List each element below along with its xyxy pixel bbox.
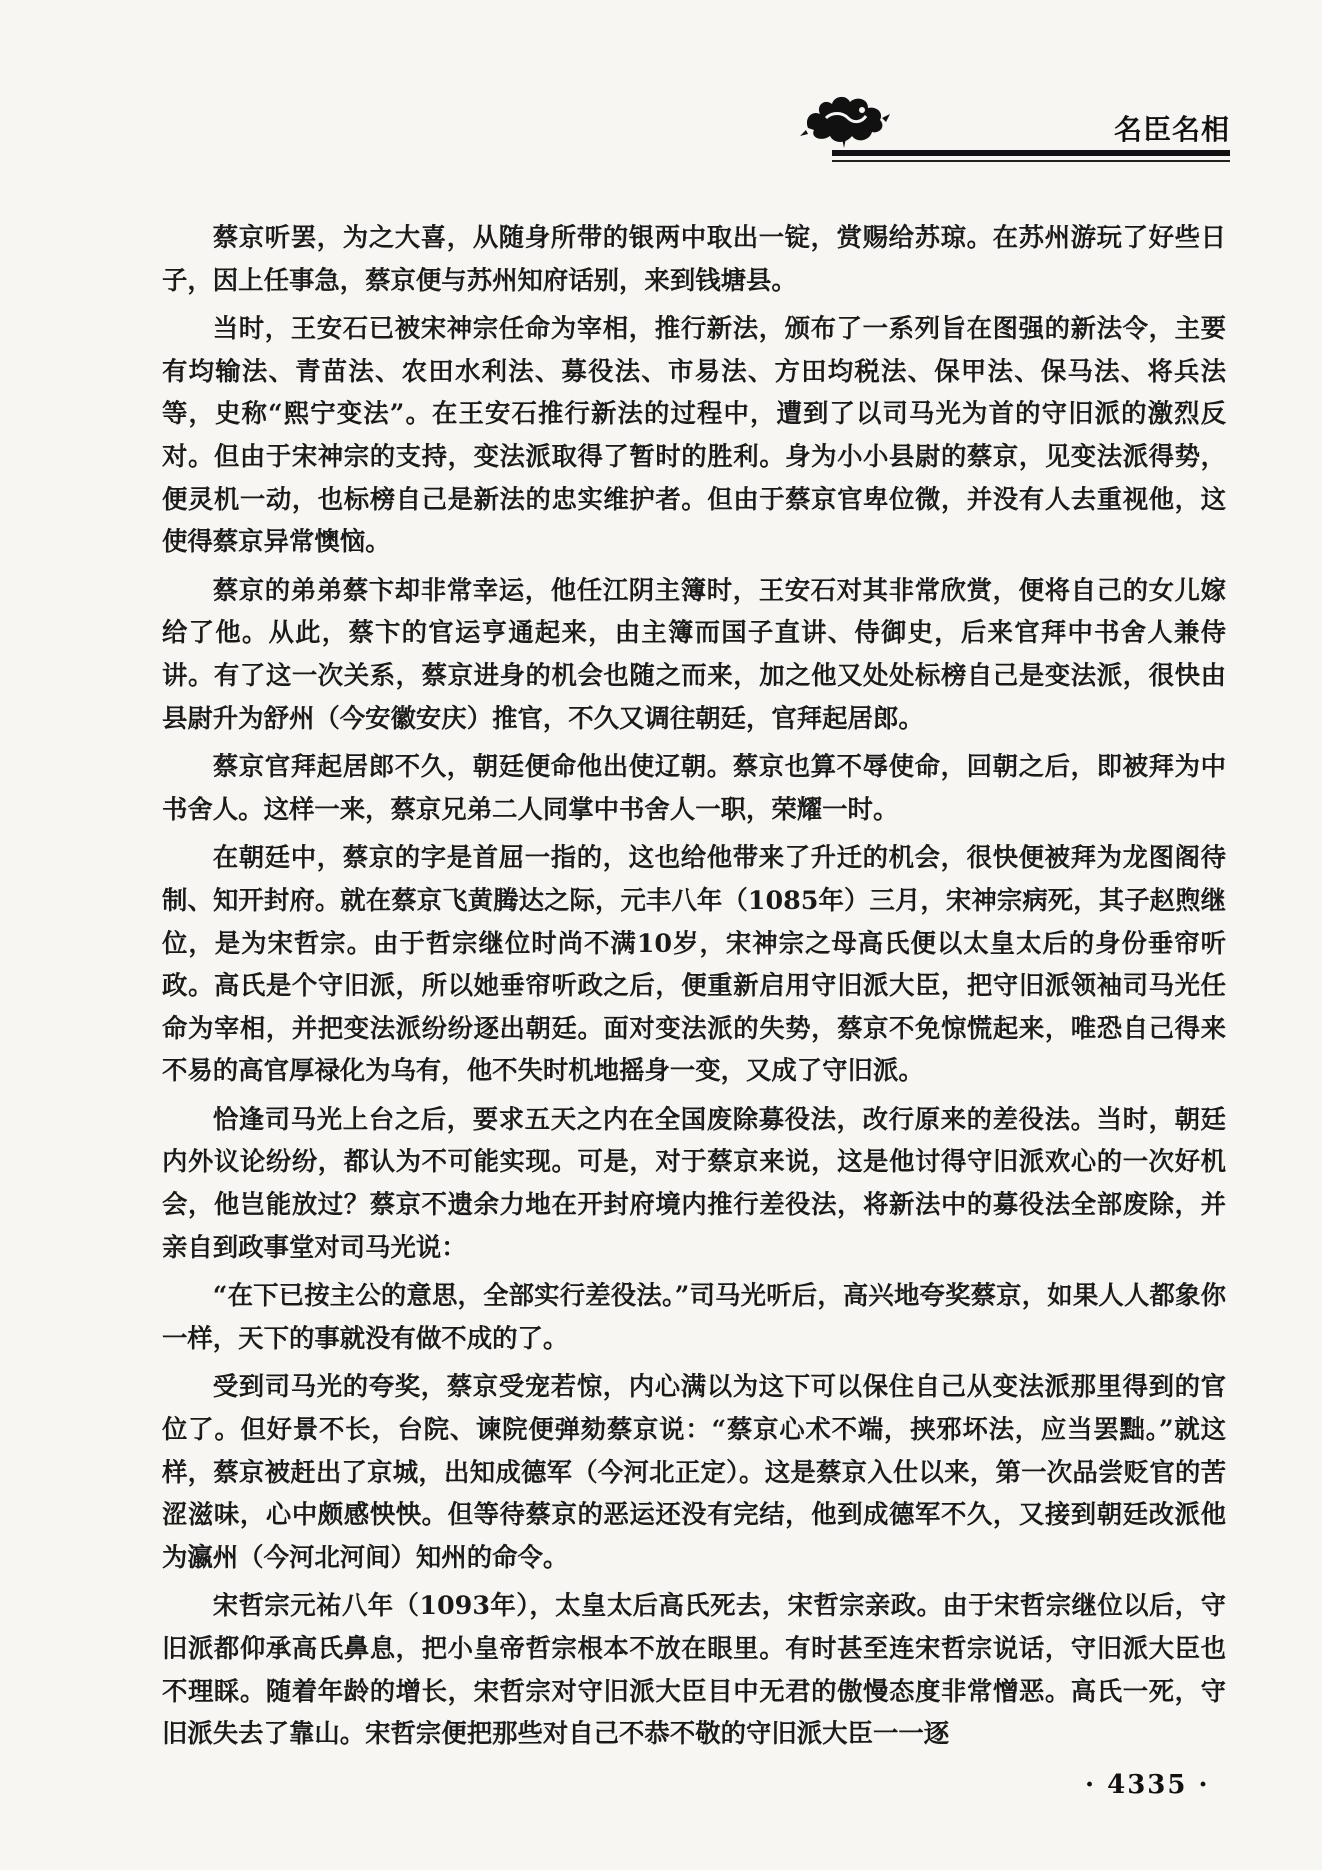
paragraph: 宋哲宗元祐八年（1093年），太皇太后高氏死去，宋哲宗亲政。由于宋哲宗继位以后，守旧派都仰承高氏鼻息，把小皇帝哲宗根本不放在眼里。有时甚至连宋哲宗说话，守旧派大臣也不理睬。随着年龄的增长，宋哲宗对守旧派大臣目中无君的傲慢态度非常憎恶。高氏一死，守旧派失去了靠山。宋哲宗便把那些对自己不恭不敬的守旧派大臣一一逐 [162, 1590, 1226, 1749]
page-header [0, 0, 1322, 160]
paragraph: 蔡京听罢，为之大喜，从随身所带的银两中取出一锭，赏赐给苏琼。在苏州游玩了好些日子，因上任事急，蔡京便与苏州知府话别，来到钱塘县。 [162, 222, 1226, 295]
paragraph: 在朝廷中，蔡京的字是首屈一指的，这也给他带来了升迁的机会，很快便被拜为龙图阁待制、知开封府。就在蔡京飞黄腾达之际，元丰八年（1085年）三月，宋神宗病死，其子赵煦继位，是为宋哲宗。由于哲宗继位时尚不满10岁，宋神宗之母高氏便以太皇太后的身份垂帘听政。高氏是个守旧派，所以她垂帘听政之后，便重新启用守旧派大臣，把守旧派领袖司马光任命为宰相，并把变法派纷纷逐出朝廷。面对变法派的失势，蔡京不免惊慌起来，唯恐自己得来不易的高官厚禄化为乌有，他不失时机地摇身一变，又成了守旧派。 [162, 842, 1226, 1086]
paragraph: 蔡京的弟弟蔡卞却非常幸运，他任江阴主簿时，王安石对其非常欣赏，便将自己的女儿嫁给了他。从此，蔡卞的官运亨通起来，由主簿而国子直讲、侍御史，后来官拜中书舍人兼侍讲。有了这一次关系，蔡京进身的机会也随之而来，加之他又处处标榜自己是变法派，很快由县尉升为舒州（今安徽安庆）推官，不久又调往朝廷，官拜起居郎。 [162, 574, 1226, 733]
paragraph: “在下已按主公的意思，全部实行差役法。”司马光听后，高兴地夸奖蔡京，如果人人都象你一样，天下的事就没有做不成的了。 [162, 1280, 1226, 1353]
paragraph: 恰逢司马光上台之后，要求五天之内在全国废除募役法，改行原来的差役法。当时，朝廷内外议论纷纷，都认为不可能实现。可是，对于蔡京来说，这是他讨得守旧派欢心的一次好机会，他岂能放过？蔡京不遗余力地在开封府境内推行差役法，将新法中的募役法全部废除，并亲自到政事堂对司马光说： [162, 1103, 1226, 1262]
paragraph: 受到司马光的夸奖，蔡京受宠若惊，内心满以为这下可以保住自己从变法派那里得到的官位了。但好景不长，台院、谏院便弹劾蔡京说：“蔡京心术不端，挟邪坏法，应当罢黜。”就这样，蔡京被赶出了京城，出知成德军（今河北正定）。这是蔡京入仕以来，第一次品尝贬官的苦涩滋味，心中颇感怏怏。但等待蔡京的恶运还没有完结，他到成德军不久，又接到朝廷改派他为瀛州（今河北河间）知州的命令。 [162, 1371, 1226, 1572]
paragraph: 蔡京官拜起居郎不久，朝廷便命他出使辽朝。蔡京也算不辱使命，回朝之后，即被拜为中书舍人。这样一来，蔡京兄弟二人同掌中书舍人一职，荣耀一时。 [162, 751, 1226, 824]
body-text [162, 216, 1226, 1761]
paragraph: 当时，王安石已被宋神宗任命为宰相，推行新法，颁布了一系列旨在图强的新法令，主要有均输法、青苗法、农田水利法、募役法、市易法、方田均税法、保甲法、保马法、将兵法等，史称“熙宁变法”。在王安石推行新法的过程中，遭到了以司马光为首的守旧派的激烈反对。但由于宋神宗的支持，变法派取得了暂时的胜利。身为小小县尉的蔡京，见变法派得势，便灵机一动，也标榜自己是新法的忠实维护者。但由于蔡京官卑位微，并没有人去重视他，这使得蔡京异常懊恼。 [162, 313, 1226, 557]
header-title: 名臣名相 [1113, 113, 1230, 146]
header-rule [832, 150, 1230, 156]
page-number: · 4335 · [1085, 1770, 1210, 1800]
header-rule-thin [832, 160, 1230, 162]
dragon-icon [800, 88, 890, 150]
